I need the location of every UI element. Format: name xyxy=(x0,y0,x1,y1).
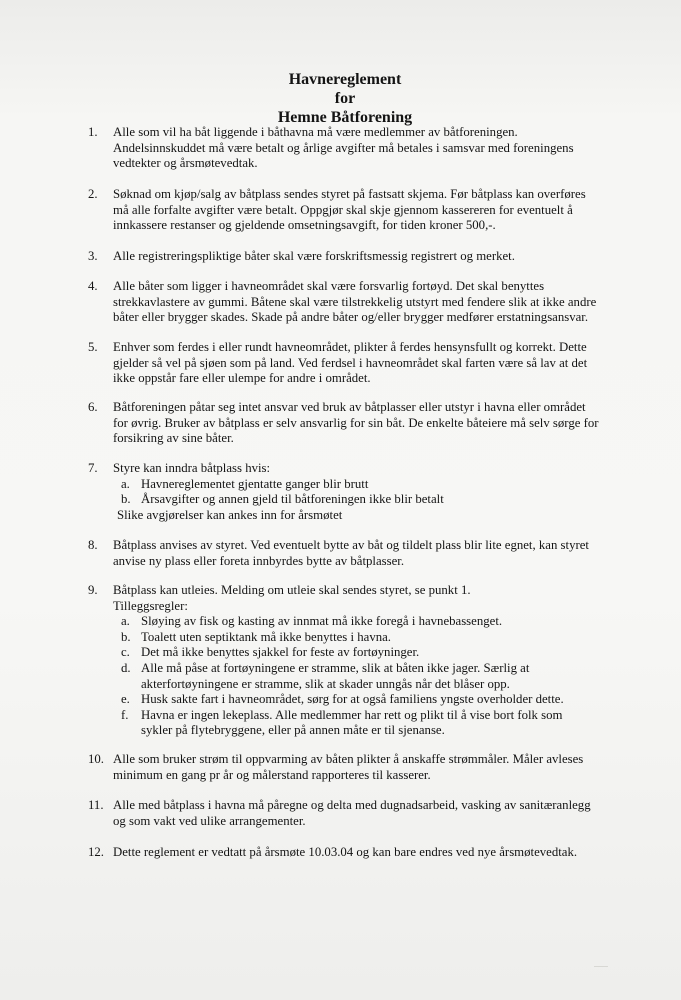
rule-text-line: Slike avgjørelser kan ankes inn for årsmøtet xyxy=(117,507,343,522)
sub-item-letter: a. xyxy=(121,614,130,629)
sub-item-text: Husk sakte fart i havneområdet, sørg for at også familiens yngste overholder dette. xyxy=(141,692,564,707)
document-title: Havnereglement xyxy=(288,71,402,88)
sub-item-text: Alle må påse at fortøyningene er stramme, slik at båten ikke jager. Særlig at xyxy=(141,660,530,675)
rule-text-line: ikke oppstår fare eller ulempe for andre i området. xyxy=(113,371,371,386)
rule-text-line: Båtplass anvises av styret. Ved eventuelt bytte av båt og tildelt plass blir lite egnet, kan styret xyxy=(113,538,589,552)
sub-item xyxy=(113,630,623,646)
rule-number: 8. xyxy=(88,538,98,552)
sub-item-text: sykler på flytebryggene, eller på annen måte er til sjenanse. xyxy=(141,723,445,738)
rule-text-line: gjelder så vel på sjøen som på land. Ved ferdsel i havneområdet skal farten være så lav at det xyxy=(113,355,588,370)
sub-item-text: Havnereglementet gjentatte ganger blir brutt xyxy=(141,476,369,491)
rule-text-line: vedtekter og årsmøtevedtak. xyxy=(113,156,258,171)
sub-item-letter: f. xyxy=(121,707,129,722)
sub-item-text: akterfortøyningene er stramme, slik at skader unngås når det blåser opp. xyxy=(141,676,510,691)
rule-text-line: Tilleggsregler: xyxy=(113,598,188,613)
rule-text-line: Båtplass kan utleies. Melding om utleie skal sendes styret, se punkt 1. xyxy=(113,583,471,597)
rule-text-line: Båtforeningen påtar seg intet ansvar ved bruk av båtplasser eller utstyr i havna eller området xyxy=(113,400,586,414)
scan-mark xyxy=(594,966,608,967)
sub-item xyxy=(113,614,623,630)
sub-item-letter: e. xyxy=(121,692,130,707)
rule-text-line: forsikring av sine båter. xyxy=(113,431,234,446)
document-title-for: for xyxy=(334,90,356,107)
rule-text-line: innkassere restanser og gjeldende omsetningsavgift, for tiden kroner 500,-. xyxy=(113,218,496,233)
rule-text-line: Alle med båtplass i havna må påregne og delta med dugnadsarbeid, vasking av sanitæranlegg xyxy=(113,798,591,812)
rule-text-line: Styre kan inndra båtplass hvis: xyxy=(113,461,271,475)
rule-number: 10. xyxy=(88,752,104,766)
rule-text-line: Dette reglement er vedtatt på årsmøte 10.03.04 og kan bare endres ved nye årsmøtevedtak. xyxy=(113,845,578,859)
rule-text-line: minimum en gang pr år og målerstand rapporteres til kasserer. xyxy=(113,767,431,782)
rule-number: 2. xyxy=(88,187,98,201)
rule-number: 1. xyxy=(88,125,98,139)
rule-number: 9. xyxy=(88,583,98,597)
document-title-association: Hemne Båtforening xyxy=(277,109,413,126)
rule-text-line: Alle båter som ligger i havneområdet skal være forsvarlig fortøyd. Det skal benyttes xyxy=(113,279,545,293)
rule-text-line: Søknad om kjøp/salg av båtplass sendes styret på fastsatt skjema. Før båtplass kan overføres xyxy=(113,187,586,201)
rule-number: 12. xyxy=(88,845,104,859)
rule-text-line: Alle som bruker strøm til oppvarming av båten plikter å anskaffe strømmåler. Måler avleses xyxy=(113,752,584,766)
rule-text-line: for øvrig. Bruker av båtplass er selv ansvarlig for sin båt. De enkelte båteiere må selv sørge for xyxy=(113,415,599,430)
sub-item xyxy=(113,692,623,708)
sub-item xyxy=(113,645,623,661)
rule-number: 5. xyxy=(88,340,98,354)
sub-item xyxy=(113,661,623,677)
rule-text-line: båter eller brygger skades. Skade på andre båter og/eller brygger medfører erstatningsansvar. xyxy=(113,310,589,325)
rule-text-line: må alle forfalte avgifter være betalt. Oppgjør skal skje gjennom kassereren for eventuelt å xyxy=(113,202,573,217)
rule-number: 11. xyxy=(88,798,104,812)
sub-item-text: Årsavgifter og annen gjeld til båtforeningen ikke blir betalt xyxy=(141,492,444,507)
sub-item xyxy=(113,477,623,493)
rule-text-line: Enhver som ferdes i eller rundt havneområdet, plikter å ferdes hensynsfullt og korrekt. Dette xyxy=(113,340,587,354)
rule-text-line: og som vakt ved ulike arrangementer. xyxy=(113,813,306,828)
sub-item-letter: c. xyxy=(121,645,130,660)
sub-item-text: Havna er ingen lekeplass. Alle medlemmer har rett og plikt til å vise bort folk som xyxy=(141,707,563,722)
rule-text-line: anvise ny plass eller foreta innbyrdes bytte av båtplasser. xyxy=(113,553,405,568)
sub-item-letter: b. xyxy=(121,629,131,644)
rule-number: 6. xyxy=(88,400,98,414)
sub-item-text: Sløying av fisk og kasting av innmat må ikke foregå i havnebassenget. xyxy=(141,614,503,629)
sub-item-letter: a. xyxy=(121,476,130,491)
rule-number: 3. xyxy=(88,249,98,263)
rule-text-line: Alle registreringspliktige båter skal være forskriftsmessig registrert og merket. xyxy=(113,249,515,263)
rule-text-line: Andelsinnskuddet må være betalt og årlige avgifter må betales i samsvar med foreningens xyxy=(113,140,574,155)
sub-item-letter: b. xyxy=(121,492,131,507)
sub-item-text: Det må ikke benyttes sjakkel for feste av fortøyninger. xyxy=(141,645,420,660)
sub-item-letter: d. xyxy=(121,660,131,675)
rule-number: 7. xyxy=(88,461,98,475)
rule-text-line: strekkavlastere av gummi. Båtene skal være tilstrekkelig utstyrt med fendere slik at ikke andre xyxy=(113,294,597,309)
rule-number: 4. xyxy=(88,279,98,293)
sub-item-text: Toalett uten septiktank må ikke benyttes i havna. xyxy=(141,629,391,644)
sub-item xyxy=(113,708,623,724)
rule-text-line: Alle som vil ha båt liggende i båthavna må være medlemmer av båtforeningen. xyxy=(113,125,518,139)
sub-item xyxy=(113,492,623,508)
